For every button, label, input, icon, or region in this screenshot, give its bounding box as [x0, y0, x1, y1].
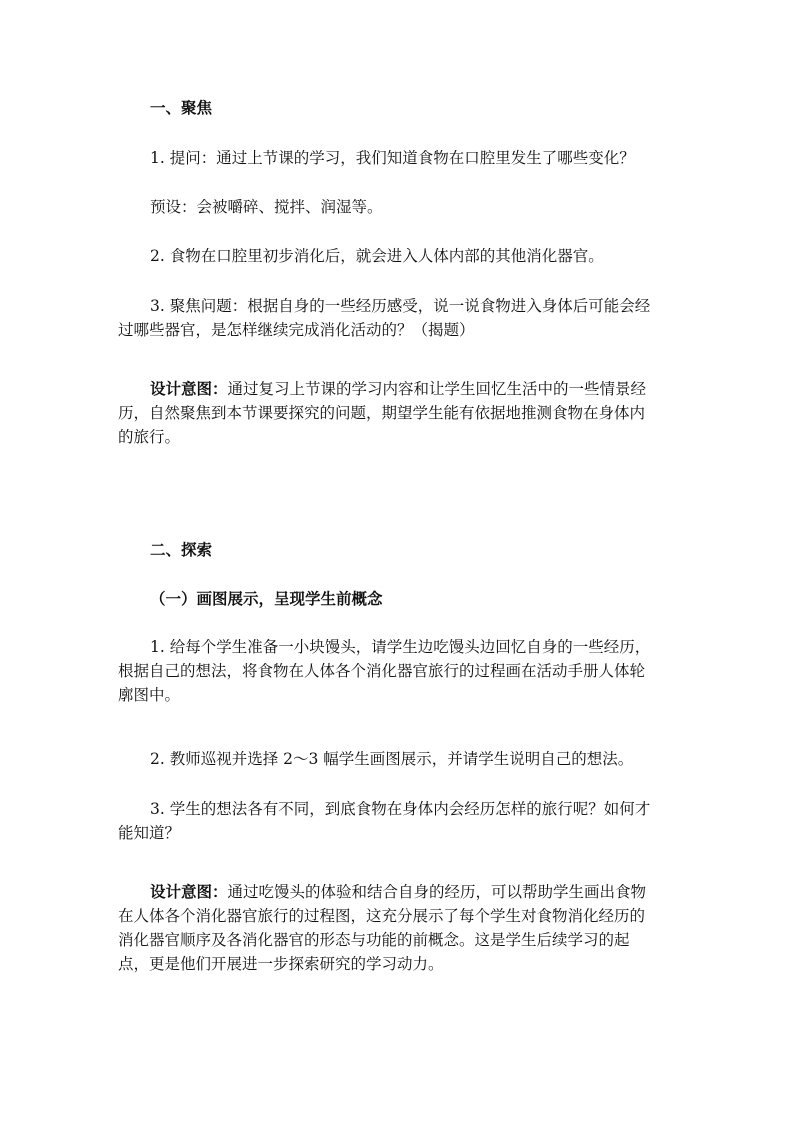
text-line: 1. 给每个学生准备一小块馒头，请学生边吃馒头边回忆自身的一些经历， — [150, 638, 651, 656]
text-line: 历，自然聚焦到本节课要探究的问题，期望学生能有依据地推测食物在身体内 — [118, 404, 646, 422]
text-line: 3. 聚焦问题：根据自身的一些经历感受，说一说食物进入身体后可能会经 — [150, 297, 651, 315]
paragraph-digestion-intro: 2. 食物在口腔里初步消化后，就会进入人体内部的其他消化器官。 — [150, 247, 604, 265]
paragraph-bread-activity — [118, 635, 674, 707]
paragraph-focus-question — [118, 294, 674, 342]
paragraph-students-ideas — [118, 797, 674, 845]
text-line — [118, 377, 674, 401]
text-line: 能知道？ — [118, 824, 181, 842]
design-intent-text: 通过吃馒头的体验和结合自身的经历，可以帮助学生画出食物 — [227, 883, 647, 901]
paragraph-preset: 预设：会被嚼碎、搅拌、润湿等。 — [150, 198, 383, 216]
text-line: 在人体各个消化器官旅行的过程图，这充分展示了每个学生对食物消化经历的 — [118, 907, 646, 925]
paragraph-teacher-selection: 2. 教师巡视并选择 2～3 幅学生画图展示，并请学生说明自己的想法。 — [150, 750, 634, 768]
section-heading-focus: 一、聚焦 — [150, 98, 213, 117]
subsection-heading: （一）画图展示，呈现学生前概念 — [150, 589, 383, 608]
design-intent-paragraph-2 — [118, 880, 674, 976]
text-line: 点，更是他们开展进一步探索研究的学习动力。 — [118, 955, 444, 973]
text-line: 3. 学生的想法各有不同，到底食物在身体内会经历怎样的旅行呢？如何才 — [150, 800, 651, 818]
section-heading-explore: 二、探索 — [150, 540, 213, 559]
text-line — [118, 880, 674, 904]
paragraph-question: 1. 提问：通过上节课的学习，我们知道食物在口腔里发生了哪些变化？ — [150, 149, 635, 167]
text-line: 消化器官顺序及各消化器官的形态与功能的前概念。这是学生后续学习的起 — [118, 931, 630, 949]
design-intent-label: 设计意图： — [150, 379, 228, 398]
text-line: 廓图中。 — [118, 686, 181, 704]
design-intent-text: 通过复习上节课的学习内容和让学生回忆生活中的一些情景经 — [227, 380, 647, 398]
design-intent-label: 设计意图： — [150, 882, 228, 901]
text-line: 根据自己的想法，将食物在人体各个消化器官旅行的过程画在活动手册人体轮 — [118, 662, 646, 680]
design-intent-paragraph-1 — [118, 377, 674, 449]
text-line: 的旅行。 — [118, 428, 181, 446]
text-line: 过哪些器官，是怎样继续完成消化活动的？（揭题） — [118, 321, 475, 339]
